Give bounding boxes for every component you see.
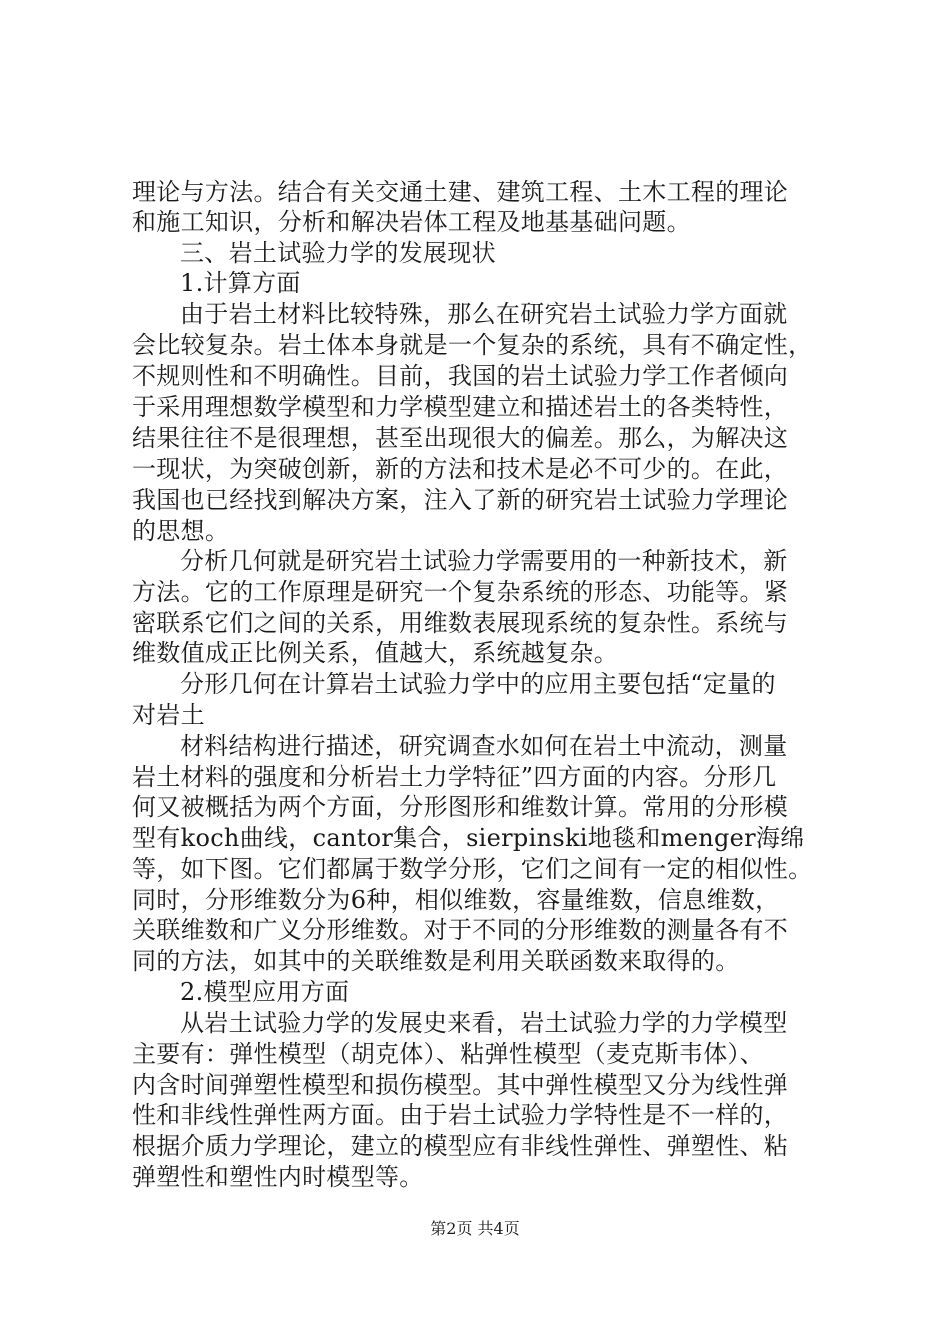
paragraph-first-line: 材料结构进行描述，研究调查水如何在岩土中流动，测量 [180,732,788,760]
body-text-line: 主要有：弹性模型（胡克体）、粘弹性模型（麦克斯韦体）、 [132,1040,765,1068]
body-text-line: 密联系它们之间的关系，用维数表展现系统的复杂性。系统与 [132,609,789,637]
body-text-line: 同的方法，如其中的关联维数是利用关联函数来取得的。 [132,947,740,975]
body-text-line: 不规则性和不明确性。目前，我国的岩土试验力学工作者倾向 [132,362,789,390]
body-text-line: 性和非线性弹性两方面。由于岩土试验力学特性是不一样的， [132,1101,789,1129]
body-text-line: 方法。它的工作原理是研究一个复杂系统的形态、功能等。紧 [132,578,789,606]
body-text-line: 理论与方法。结合有关交通土建、建筑工程、土木工程的理论 [132,178,789,206]
body-text-line: 等，如下图。它们都属于数学分形，它们之间有一定的相似性。 [132,855,813,883]
paragraph-first-line: 分析几何就是研究岩土试验力学需要用的一种新技术，新 [180,547,788,575]
body-text-line: 何又被概括为两个方面，分形图形和维数计算。常用的分形模 [132,793,789,821]
body-text-line: 内含时间弹塑性模型和损伤模型。其中弹性模型又分为线性弹 [132,1071,789,1099]
body-text-line: 型有koch曲线，cantor集合，sierpinski地毯和menger海绵 [132,824,805,852]
body-text-line: 于采用理想数学模型和力学模型建立和描述岩土的各类特性， [132,393,789,421]
section-heading: 三、岩土试验力学的发展现状 [180,239,496,267]
body-text-line: 一现状，为突破创新，新的方法和技术是必不可少的。在此， [132,455,789,483]
paragraph-first-line: 由于岩土材料比较特殊，那么在研究岩土试验力学方面就 [180,300,788,328]
body-text-line: 根据介质力学理论，建立的模型应有非线性弹性、弹塑性、粘 [132,1132,789,1160]
body-text-line: 弹塑性和塑性内时模型等。 [132,1163,424,1191]
body-text-line: 同时，分形维数分为6种，相似维数，容量维数，信息维数， [132,886,780,914]
subsection-heading: 2.模型应用方面 [180,978,350,1006]
paragraph-first-line: 分形几何在计算岩土试验力学中的应用主要包括“定量的 [180,670,776,698]
body-text-line: 结果往往不是很理想，甚至出现很大的偏差。那么，为解决这 [132,424,789,452]
subsection-heading: 1.计算方面 [180,269,301,297]
body-text-line: 和施工知识，分析和解决岩体工程及地基基础问题。 [132,208,691,236]
body-text-line: 岩土材料的强度和分析岩土力学特征”四方面的内容。分形几 [132,763,777,791]
body-text-line: 对岩土 [132,701,205,729]
body-text-line: 的思想。 [132,517,230,545]
paragraph-first-line: 从岩土试验力学的发展史来看，岩土试验力学的力学模型 [180,1009,788,1037]
body-text-line: 维数值成正比例关系，值越大，系统越复杂。 [132,639,618,667]
page-footer: 第2页 共4页 [430,1219,520,1238]
body-text-line: 我国也已经找到解决方案，注入了新的研究岩土试验力学理论 [132,486,789,514]
body-text-line: 关联维数和广义分形维数。对于不同的分形维数的测量各有不 [132,916,789,944]
body-text-line: 会比较复杂。岩土体本身就是一个复杂的系统，具有不确定性， [132,331,813,359]
